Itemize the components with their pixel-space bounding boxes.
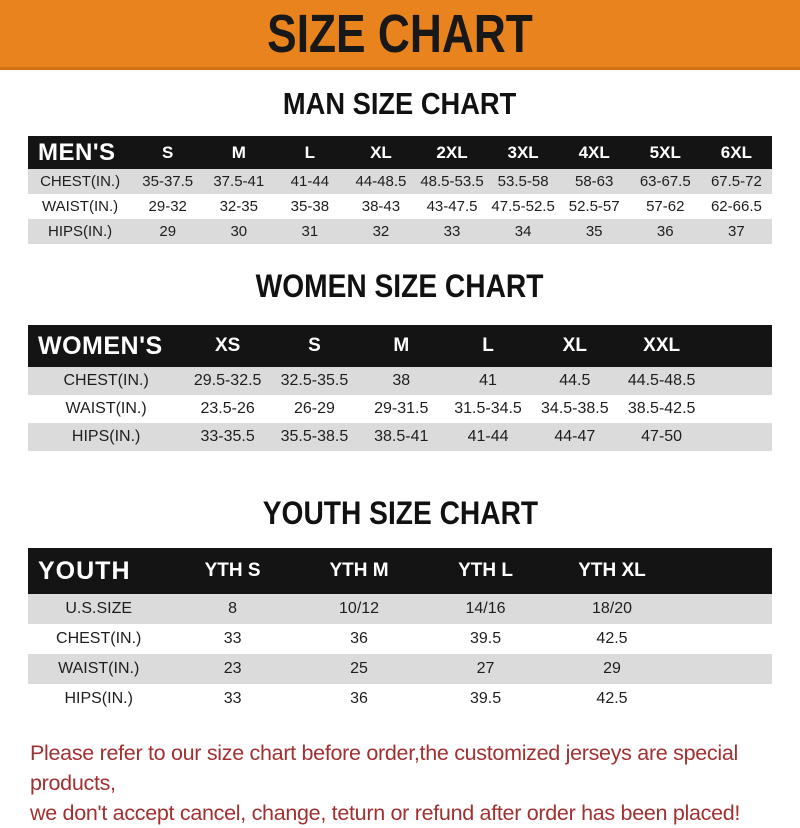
disclaimer-line-1: Please refer to our size chart before order,the customized jerseys are special products, xyxy=(30,741,738,795)
table-row xyxy=(28,624,772,654)
table-cell: 62-66.5 xyxy=(710,198,762,215)
table-row xyxy=(28,423,772,451)
table-cell: 29 xyxy=(159,223,177,240)
row-label: CHEST(IN.) xyxy=(40,173,121,190)
column-header: YTH XL xyxy=(549,548,675,594)
size-table xyxy=(28,325,772,451)
table-cell: 37 xyxy=(728,223,745,240)
table-cell: 35-37.5 xyxy=(142,173,194,190)
table-cell: 33 xyxy=(223,630,242,647)
filler-cell xyxy=(705,367,772,395)
table-cell: 8 xyxy=(228,600,238,617)
row-label: WAIST(IN.) xyxy=(42,198,119,215)
table-cell: 48.5-53.5 xyxy=(420,173,484,190)
disclaimer-text xyxy=(30,738,775,828)
table-cell: 38.5-42.5 xyxy=(627,400,696,417)
table-cell: 23 xyxy=(223,660,242,677)
men-section-heading-text: MAN SIZE CHART xyxy=(283,86,517,121)
table-cell: 41-44 xyxy=(467,428,509,445)
row-label: CHEST(IN.) xyxy=(63,372,149,389)
table-cell: 38-43 xyxy=(361,198,401,215)
column-header: XL xyxy=(531,325,618,367)
table-cell: 33 xyxy=(223,690,242,707)
section-men xyxy=(0,86,800,244)
filler-cell xyxy=(675,624,772,654)
section-youth xyxy=(0,495,800,714)
table-cell: 63-67.5 xyxy=(639,173,691,190)
table-cell: 35 xyxy=(585,223,603,240)
table-cell: 34.5-38.5 xyxy=(541,400,609,417)
table-cell: 33-35.5 xyxy=(200,428,255,445)
table-cell: 57-62 xyxy=(646,198,685,215)
table-cell: 67.5-72 xyxy=(710,173,762,190)
column-header: XS xyxy=(184,325,271,367)
table-cell: 31 xyxy=(301,223,319,240)
column-header: S xyxy=(132,136,203,169)
column-header: YTH M xyxy=(296,548,422,594)
size-table xyxy=(28,136,772,244)
table-row xyxy=(28,169,772,194)
women-size-table-container xyxy=(0,325,800,451)
table-row xyxy=(28,654,772,684)
table-cell: 34 xyxy=(514,223,532,240)
table-cell: 10/12 xyxy=(339,600,380,617)
column-header: 3XL xyxy=(488,136,559,169)
table-cell: 42.5 xyxy=(596,690,628,707)
row-label: HIPS(IN.) xyxy=(64,690,133,707)
table-title: YOUTH xyxy=(28,548,169,594)
table-cell: 27 xyxy=(476,660,495,677)
table-cell: 52.5-57 xyxy=(568,198,620,215)
table-title: WOMEN'S xyxy=(28,325,184,367)
table-cell: 42.5 xyxy=(596,630,628,647)
table-cell: 32.5-35.5 xyxy=(280,372,349,389)
header-row xyxy=(28,548,772,594)
column-header: M xyxy=(358,325,445,367)
table-cell: 18/20 xyxy=(591,600,633,617)
filler-cell xyxy=(675,654,772,684)
column-header: YTH S xyxy=(169,548,295,594)
table-cell: 47.5-52.5 xyxy=(491,198,555,215)
table-cell: 39.5 xyxy=(469,630,502,647)
row-label: WAIST(IN.) xyxy=(58,660,140,677)
table-cell: 29 xyxy=(603,660,621,677)
youth-section-heading xyxy=(0,495,800,532)
table-cell: 38.5-41 xyxy=(374,428,429,445)
table-cell: 38 xyxy=(392,372,411,389)
youth-size-table-container xyxy=(0,548,800,714)
column-header: YTH L xyxy=(422,548,548,594)
row-label: CHEST(IN.) xyxy=(56,630,142,647)
table-cell: 29-31.5 xyxy=(374,400,429,417)
column-header: 5XL xyxy=(630,136,701,169)
section-women xyxy=(0,268,800,451)
table-cell: 32 xyxy=(372,223,390,240)
table-cell: 36 xyxy=(350,690,368,707)
youth-section-heading-text: YOUTH SIZE CHART xyxy=(262,495,538,531)
filler-cell xyxy=(705,395,772,423)
column-header: S xyxy=(271,325,358,367)
table-cell: 25 xyxy=(350,660,368,677)
table-cell: 33 xyxy=(443,223,461,240)
table-cell: 32-35 xyxy=(219,198,258,215)
table-cell: 43-47.5 xyxy=(426,198,478,215)
men-size-table-container xyxy=(0,136,800,244)
women-section-heading xyxy=(0,268,800,305)
header-row xyxy=(28,136,772,169)
table-cell: 47-50 xyxy=(641,428,683,445)
table-row xyxy=(28,684,772,714)
table-row xyxy=(28,395,772,423)
table-cell: 29-32 xyxy=(148,198,187,215)
table-cell: 30 xyxy=(230,223,248,240)
filler-cell xyxy=(675,684,772,714)
table-cell: 44.5-48.5 xyxy=(627,372,696,389)
column-header: 4XL xyxy=(559,136,630,169)
row-label: HIPS(IN.) xyxy=(48,223,113,240)
table-cell: 29.5-32.5 xyxy=(193,372,262,389)
table-cell: 39.5 xyxy=(469,690,502,707)
table-cell: 14/16 xyxy=(465,600,506,617)
table-row xyxy=(28,219,772,244)
table-cell: 35.5-38.5 xyxy=(280,428,349,445)
table-cell: 26-29 xyxy=(293,400,335,417)
table-cell: 36 xyxy=(656,223,674,240)
column-header: 2XL xyxy=(416,136,487,169)
column-header: L xyxy=(274,136,345,169)
size-chart-banner xyxy=(0,0,800,70)
filler-cell xyxy=(705,423,772,451)
filler-cell xyxy=(705,325,772,367)
table-cell: 41 xyxy=(479,372,497,389)
row-label: HIPS(IN.) xyxy=(71,428,141,445)
column-header: XL xyxy=(345,136,416,169)
table-cell: 44-47 xyxy=(554,428,596,445)
column-header: L xyxy=(445,325,532,367)
column-header: XXL xyxy=(618,325,705,367)
table-cell: 36 xyxy=(350,630,368,647)
row-label: U.S.SIZE xyxy=(65,600,133,617)
women-section-heading-text: WOMEN SIZE CHART xyxy=(256,268,544,304)
table-cell: 58-63 xyxy=(574,173,614,190)
table-cell: 44.5 xyxy=(559,372,591,389)
filler-cell xyxy=(675,548,772,594)
column-header: M xyxy=(203,136,274,169)
size-table xyxy=(28,548,772,714)
table-cell: 35-38 xyxy=(290,198,330,215)
filler-cell xyxy=(675,594,772,624)
men-section-heading xyxy=(0,86,800,122)
table-cell: 44-48.5 xyxy=(355,173,407,190)
table-row xyxy=(28,594,772,624)
row-label: WAIST(IN.) xyxy=(65,400,147,417)
table-row xyxy=(28,367,772,395)
table-cell: 53.5-58 xyxy=(497,173,549,190)
disclaimer-line-2: we don't accept cancel, change, teturn or refund after order has been placed! xyxy=(30,801,741,825)
table-cell: 41-44 xyxy=(290,173,330,190)
table-cell: 37.5-41 xyxy=(213,173,265,190)
column-header: 6XL xyxy=(701,136,772,169)
banner-title: SIZE CHART xyxy=(267,3,533,64)
table-cell: 31.5-34.5 xyxy=(454,400,522,417)
table-cell: 23.5-26 xyxy=(200,400,255,417)
table-row xyxy=(28,194,772,219)
table-title: MEN'S xyxy=(28,136,132,169)
header-row xyxy=(28,325,772,367)
